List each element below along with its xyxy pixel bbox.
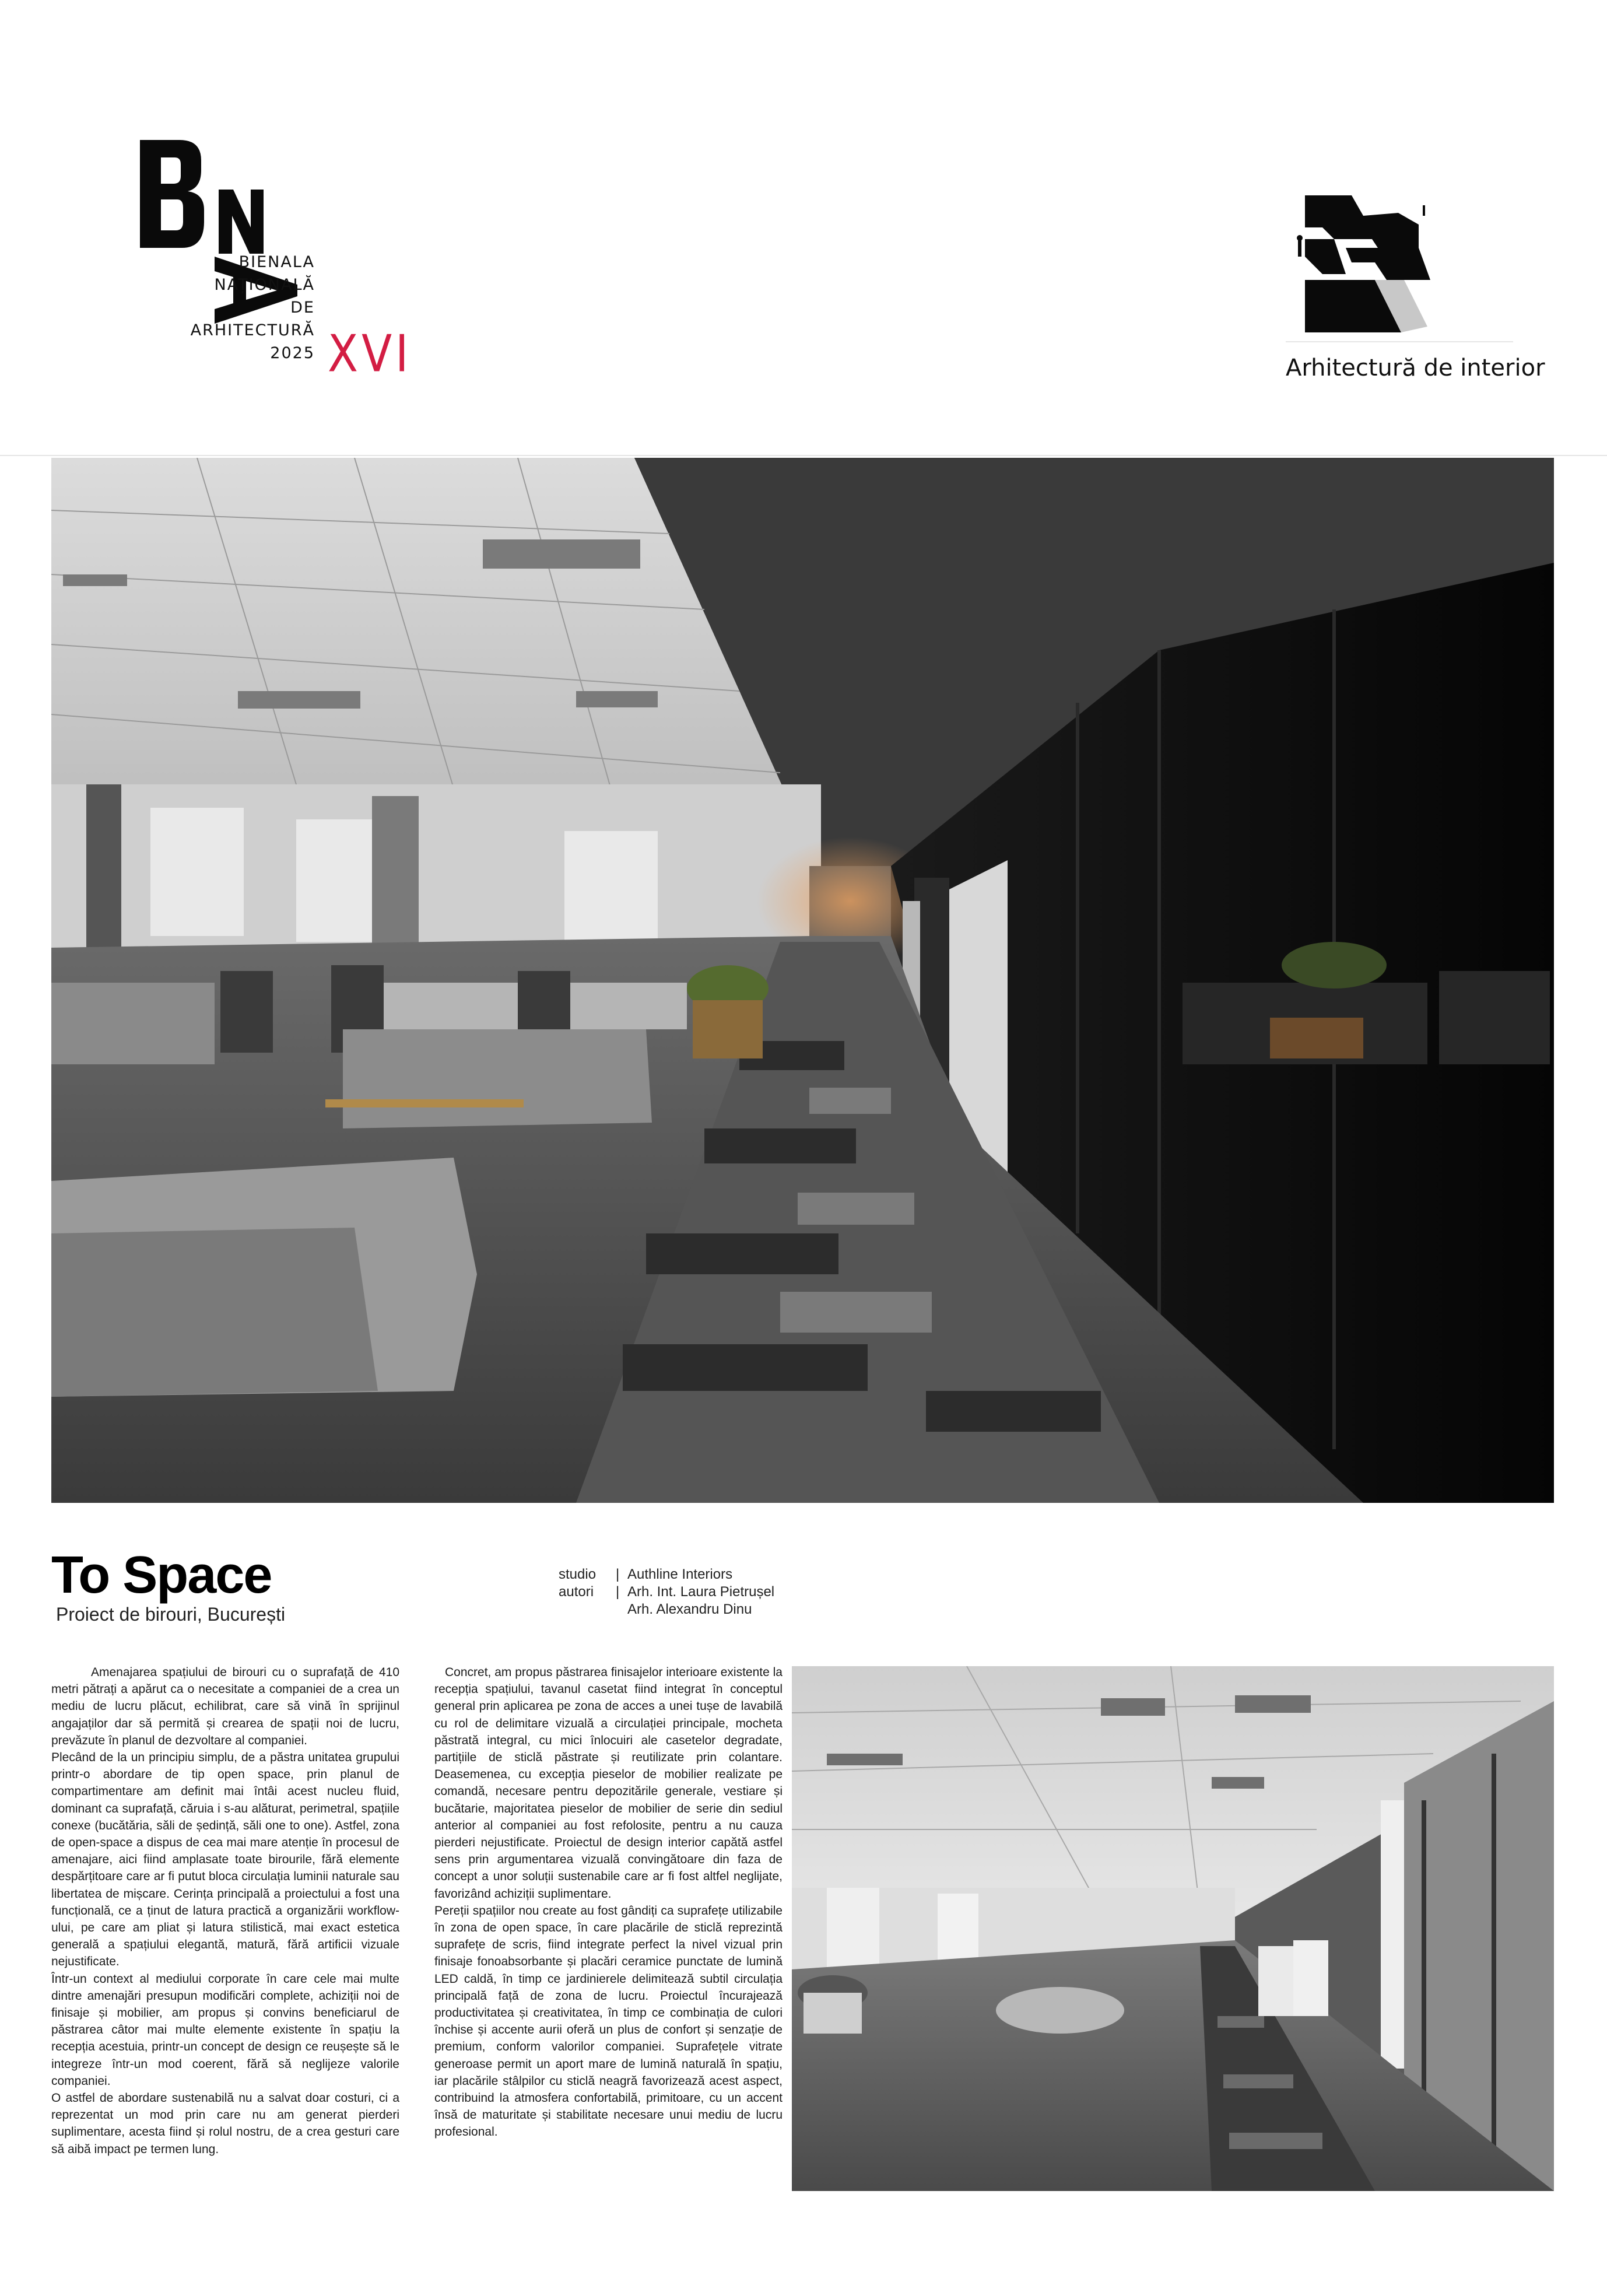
credits — [559, 1566, 774, 1618]
credit-row-autori-continued — [559, 1601, 774, 1618]
bna-caption-line: 2025 — [270, 344, 315, 362]
bna-caption-line: BIENALA — [238, 253, 315, 271]
body-paragraph: Într-un context al mediului corporate în care cele mai multe dintre amenajări presupun modificări complete, achiziții noi de finisaje și mobilier, am propus și convins beneficiarul de păstrarea câtor mai multe elemente existente în spațiu la recepția acestuia, printr-un concept de design ce reușește să le integreze într-un mod coerent, fără să neglijeze valorile companiei. — [51, 1972, 399, 2088]
bna-caption-line: DE — [290, 299, 315, 317]
section-title: Arhitectură de interior — [1286, 355, 1545, 381]
bna-caption — [191, 251, 315, 364]
credit-row-studio — [559, 1566, 774, 1583]
header-divider — [0, 455, 1607, 456]
bna-edition: XVI — [328, 324, 412, 384]
credit-name: Arh. Alexandru Dinu — [627, 1601, 752, 1617]
credit-role: autori — [559, 1584, 594, 1600]
credit-name: Authline Interiors — [627, 1566, 733, 1582]
body-column-middle — [434, 1664, 783, 2141]
bna-caption-line: ARHITECTURĂ — [190, 321, 315, 339]
credit-row-autori — [559, 1583, 774, 1601]
office-before-image — [792, 1666, 1554, 2191]
body-paragraph: O astfel de abordare sustenabilă nu a salvat doar costuri, ci a reprezentat un mod prin care nu am generat pierderi suplimentare, acesta fiind și rolul nostru, de a crea gesturi care să aibă impact pe termen lung. — [51, 2091, 399, 2156]
project-title: To Space — [51, 1546, 272, 1604]
bna-caption-line: NAȚIONALĂ — [214, 276, 315, 294]
credit-name: Arh. Int. Laura Pietrușel — [627, 1584, 775, 1600]
main-photo — [51, 458, 1554, 1503]
section-emblem-graphic — [1287, 192, 1474, 344]
bna-logo — [111, 134, 412, 408]
section-rule — [1286, 341, 1513, 342]
body-column-left — [51, 1664, 399, 2158]
project-subtitle: Proiect de birouri, București — [56, 1604, 286, 1625]
credit-separator: | — [616, 1584, 620, 1600]
body-paragraph: Concret, am propus păstrarea finisajelor interioare existente la recepția spațiului, tavanul casetat fiind integrat în conceptul general prin aplicarea pe zona de acces a unei tușe de lavabilă cu rol de delimitare vizuală a circulației principale, mocheta păstrată integral, cu mici înlocuiri ale casetelor degradate, partițiile de sticlă păstrate și reutilizate prin colantare. Deasemenea, cu excepția pieselor de mobilier realizate pe comandă, necesare pentru depozitările generale, vestiare și bucătarie, majoritatea pieselor de mobilier de serie din sediul anterior al companiei au fost refolosite, pentru a nu cauza pierderi nejustificate. Proiectul de design interior capătă astfel sens prin argumentarea vizuală convingătoare din faza de concept a unor soluții sustenabile care ar fi fost altfel neglijate, favorizând achiziții suplimentare. — [434, 1666, 783, 1901]
interior-architecture-logo — [1287, 192, 1474, 344]
office-interior-image — [51, 458, 1554, 1503]
secondary-photo — [792, 1666, 1554, 2191]
credit-role: studio — [559, 1566, 597, 1582]
credit-separator: | — [616, 1566, 620, 1582]
body-paragraph: Amenajarea spațiului de birouri cu o suprafață de 410 metri pătrați a apărut ca o necesitate a companiei de a crea un mediu de lucru plăcut, echilibrat, care să vină în sprijinul angajaților dar să permită și crearea de spații noi de lucru, prevăzute în planul de dezvoltare al companiei. — [51, 1666, 399, 1747]
body-paragraph: Pereții spațiilor nou create au fost gândiți ca suprafețe utilizabile în zona de open space, în care placările de sticlă reprezintă suprafețe de scris, fiind integrate perfect la nivel vizual prin finisaje fonoabsorbante și placări ceramice punctate de lumină LED caldă, în timp ce jardinierele delimitează subtil circulația principală față de zona de lucru. Proiectul încurajează productivitatea și creativitatea, în timp ce combinația de culori închise și accente aurii oferă un plus de confort și senzație de premium, conform valorilor companiei. Suprafețele vitrate generoase permit un aport mare de lumină naturală în spațiu, iar placările stâlpilor cu sticlă neagră favorizează acest aspect, contribuind la atmosfera confortabilă, primitoare, cu un accent însă de maturitate și stabilitate necesare unui mediu de lucru profesional. — [434, 1904, 783, 2139]
body-paragraph: Plecând de la un principiu simplu, de a păstra unitatea grupului printr-o abordare de tip open space, prin planul de compartimentare am definit mai întâi acest nucleu fluid, dominant ca suprafață, căruia i s-au alăturat, perimetral, spațiile conexe (bucătăria, săli de ședință, săli one to one). Astfel, zona de open-space a dispus de cea mai mare atenție în procesul de amenajare, aici fiind amplasate toate birourile, fără elemente despărțitoare care ar fi putut bloca circulația luminii naturale sau libertatea de mișcare. Cerința principală a proiectului a fost una funcțională, ce a ținut de latura practică a organizării workflow-ului, pe care am pliat și latura stilistică, mai exact estetica generală a spațiului elegantă, matură, fără artificii vizuale nejustificate. — [51, 1751, 399, 1969]
